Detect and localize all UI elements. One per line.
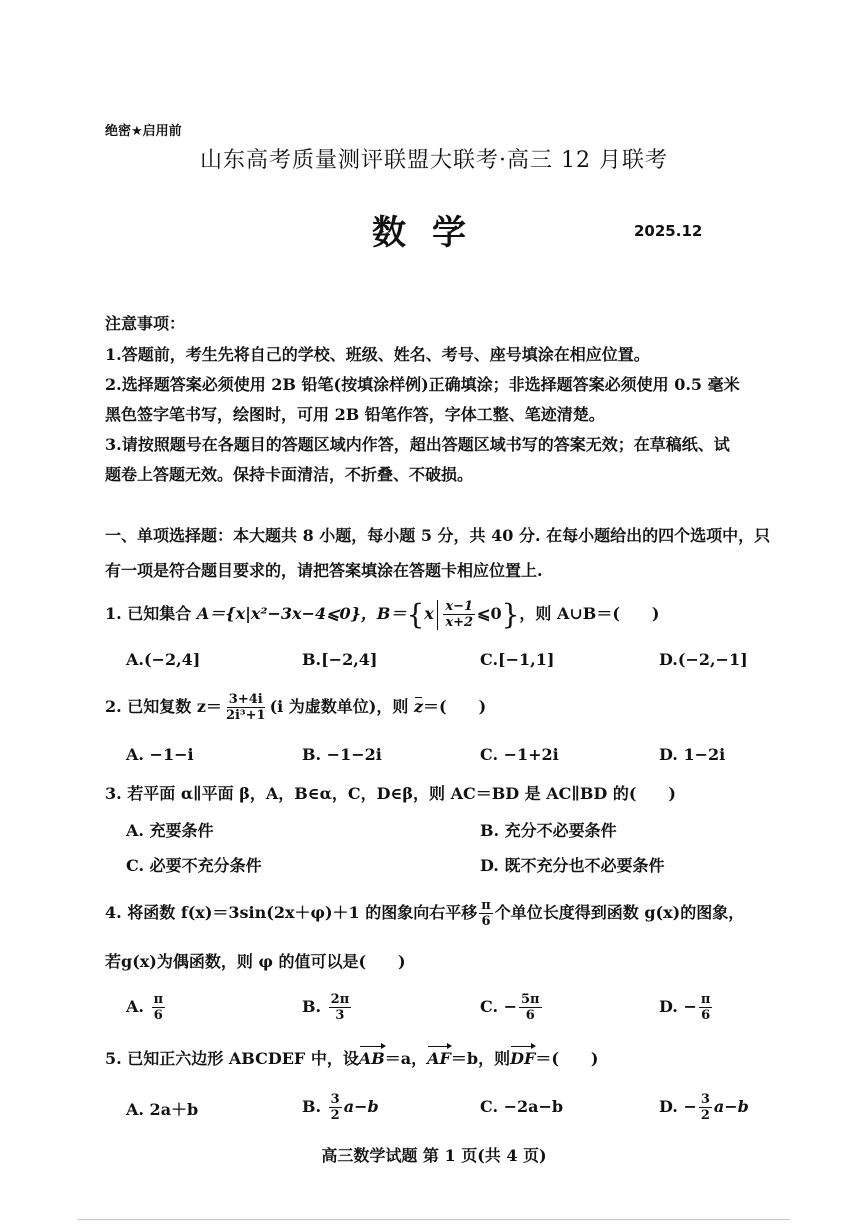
q1-fraction-denominator: x+2: [445, 615, 474, 630]
q4-option-a-fraction: [152, 992, 166, 1023]
q5-option-c: C. −2a−b: [480, 1097, 564, 1116]
q5-option-d: [659, 1092, 749, 1123]
q1-set-var: x: [424, 604, 434, 623]
q5-vector-af: AF: [427, 1049, 451, 1068]
q5-option-b-label: B.: [302, 1097, 327, 1116]
q1-fraction-numerator: x−1: [445, 599, 474, 614]
q5-option-d-tail: a−b: [713, 1097, 749, 1116]
q1-set-bar: [437, 600, 439, 630]
section-1-instructions-line-2: 有一项是符合题目要求的，请把答案填涂在答题卡相应位置上.: [105, 561, 543, 580]
question-2: [105, 692, 486, 723]
q5-option-b-denominator: 2: [330, 1108, 340, 1123]
q1-set-a: A＝{x|x²−3x−4⩽0}，B＝: [196, 604, 407, 623]
q3-option-d: D. 既不充分也不必要条件: [480, 856, 665, 875]
q4-text-a: 4. 将函数 f(x)＝3sin(2x＋φ)＋1 的图象向右平移: [105, 903, 478, 922]
q1-prefix: 1. 已知集合: [105, 604, 197, 623]
q3-option-b: B. 充分不必要条件: [480, 821, 617, 840]
q4-option-b-numerator: 2π: [330, 992, 350, 1007]
q5-option-b-fraction: [329, 1092, 342, 1123]
q4-option-c: [480, 992, 544, 1023]
q4-shift-fraction: [479, 898, 493, 929]
q2-fraction: [224, 692, 268, 723]
exam-date: 2025.12: [634, 222, 703, 240]
confidential-label: 绝密★启用前: [105, 124, 182, 139]
q1-fraction: [443, 599, 475, 630]
q4-option-a-denominator: 6: [153, 1008, 163, 1023]
q2-suffix-a: (i 为虚数单位)，则: [269, 697, 414, 716]
question-4-line-2: 若g(x)为偶函数，则 φ 的值可以是( ): [105, 952, 406, 971]
q5-tail: ＝( ): [535, 1049, 599, 1068]
note-3-line-2: 题卷上答题无效。保持卡面清洁，不折叠、不破损。: [105, 465, 474, 484]
q3-option-c: C. 必要不充分条件: [126, 856, 262, 875]
q4-option-d-label: D.: [659, 997, 684, 1016]
q2-option-d: D. 1−2i: [659, 745, 726, 764]
q5-eq-a: ＝a，: [384, 1049, 428, 1068]
q4-option-b-fraction: [329, 992, 352, 1023]
q4-shift-denominator: 6: [481, 914, 491, 929]
question-1: [105, 598, 659, 631]
q4-option-c-denominator: 6: [525, 1008, 535, 1023]
question-5: [105, 1046, 599, 1069]
notes-heading: 注意事项：: [105, 314, 186, 333]
note-3-line-1: 3.请按照题号在各题目的答题区域内作答，超出答题区域书写的答案无效；在草稿纸、试: [105, 435, 730, 454]
q1-left-brace: {: [406, 598, 425, 631]
q1-suffix: ，则 A∪B＝( ): [519, 604, 660, 623]
q4-text-b: 个单位长度得到函数 g(x)的图象，: [494, 903, 745, 922]
q2-prefix: 2. 已知复数 z＝: [105, 697, 222, 716]
note-2-line-2: 黑色签字笔书写，绘图时，可用 2B 铅笔作答，字体工整、笔迹清楚。: [105, 405, 605, 424]
exam-title: 山东高考质量测评联盟大联考·高三 12 月联考: [200, 148, 668, 173]
q2-fraction-numerator: 3+4i: [228, 692, 263, 707]
q4-option-b: [302, 992, 353, 1023]
q2-suffix-b: ＝( ): [423, 697, 487, 716]
q5-vector-df: DF: [510, 1049, 536, 1068]
q1-le-zero: ⩽0: [477, 604, 502, 623]
question-4-line-1: [105, 898, 744, 929]
q5-option-b-numerator: 3: [330, 1092, 340, 1107]
q2-z-conjugate: z: [413, 697, 424, 716]
q1-right-brace: }: [501, 598, 520, 631]
q4-option-c-numerator: 5π: [521, 992, 540, 1007]
note-2-line-1: 2.选择题答案必须使用 2B 铅笔(按填涂样例)正确填涂；非选择题答案必须使用 0.5 毫米: [105, 375, 740, 394]
q4-option-c-label: C.: [480, 997, 504, 1016]
q3-option-a: A. 充要条件: [126, 821, 214, 840]
q5-option-d-numerator: 3: [700, 1092, 710, 1107]
q5-option-b: [302, 1092, 379, 1123]
q5-option-d-label: D. −: [659, 1097, 697, 1116]
subject-title: 数学: [372, 213, 492, 253]
q4-option-d: [659, 992, 714, 1023]
page-footer: 高三数学试题 第 1 页(共 4 页): [321, 1146, 547, 1165]
q4-option-c-fraction: [519, 992, 542, 1023]
section-1-instructions-line-1: 一、单项选择题：本大题共 8 小题，每小题 5 分，共 40 分. 在每小题给出的四个选项中，只: [105, 526, 771, 545]
q1-option-b: B.[−2,4]: [302, 650, 378, 669]
q5-eq-b: ＝b，则: [450, 1049, 511, 1068]
q5-option-d-fraction: [699, 1092, 712, 1123]
q5-option-a: A. 2a＋b: [126, 1100, 199, 1119]
q4-option-c-sign: −: [503, 997, 517, 1016]
note-1: 1.答题前，考生先将自己的学校、班级、姓名、考号、座号填涂在相应位置。: [105, 345, 650, 364]
q5-vector-ab: AB: [358, 1049, 385, 1068]
question-3: 3. 若平面 α∥平面 β，A，B∈α，C，D∈β，则 AC＝BD 是 AC∥BD 的( ): [105, 784, 676, 803]
q2-option-a: A. −1−i: [126, 745, 194, 764]
q4-option-a: [126, 992, 167, 1023]
q2-option-b: B. −1−2i: [302, 745, 382, 764]
q4-option-d-denominator: 6: [701, 1008, 711, 1023]
q2-option-c: C. −1+2i: [480, 745, 559, 764]
q4-option-a-label: A.: [126, 997, 150, 1016]
q4-option-d-numerator: π: [700, 992, 711, 1007]
q2-fraction-denominator: 2i³+1: [225, 708, 266, 723]
q4-option-b-label: B.: [302, 997, 327, 1016]
q4-shift-numerator: π: [481, 898, 491, 913]
bottom-rule: [78, 1219, 790, 1220]
q5-option-d-denominator: 2: [700, 1108, 710, 1123]
q4-option-d-fraction: [699, 992, 713, 1023]
q5-option-b-tail: a−b: [343, 1097, 379, 1116]
q4-option-b-denominator: 3: [335, 1008, 345, 1023]
q5-text-a: 5. 已知正六边形 ABCDEF 中，设: [105, 1049, 359, 1068]
q4-option-a-numerator: π: [153, 992, 164, 1007]
q1-option-d: D.(−2,−1]: [659, 650, 748, 669]
q4-option-d-sign: −: [683, 997, 697, 1016]
q1-option-a: A.(−2,4]: [126, 650, 201, 669]
q1-option-c: C.[−1,1]: [480, 650, 555, 669]
